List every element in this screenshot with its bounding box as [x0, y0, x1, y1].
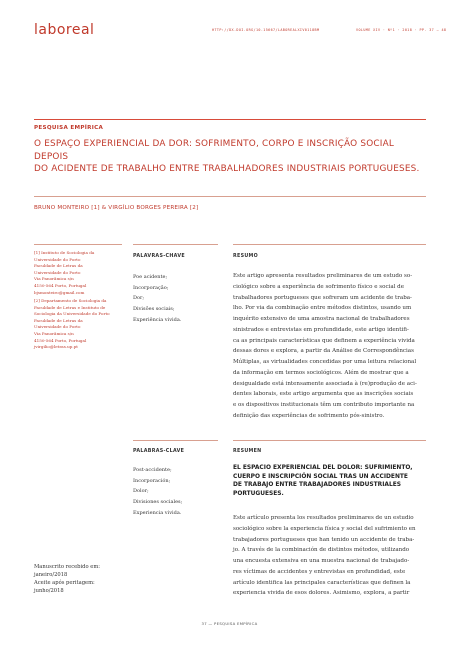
abstract-line: inquérito extensivo de uma amostra nacional de trabalhadores	[233, 316, 410, 322]
abstract-es	[233, 513, 428, 599]
affil-line: [1] Instituto de Sociologia da	[34, 250, 95, 255]
abstract-pt	[233, 271, 428, 422]
abstract-line: da informação em termos sociológicos. Além de mostrar que a	[233, 369, 409, 376]
keyword: Incorporação;	[133, 284, 169, 291]
date-line: junho/2018	[34, 588, 64, 595]
laboreal-logo: laboreal	[34, 22, 95, 38]
title-line: DO ACIDENTE DE TRABALHO ENTRE TRABALHADORES INDUSTRIAIS PORTUGUESES.	[34, 164, 420, 175]
affil-line: Universidade do Porto	[34, 324, 81, 330]
affil-line: Via Panorâmica s/n	[34, 276, 74, 282]
kw-rule-pt	[133, 244, 218, 245]
abstract-line: artículo identifica las principales características que definen la	[233, 579, 411, 586]
keywords-heading-pt: PALAVRAS-CHAVE	[133, 254, 185, 259]
abstract-line: trabalhadores portugueses que sofreram um acidente de traba-	[233, 294, 412, 301]
page-footer: 37 — PESQUISA EMPÍRICA	[201, 621, 258, 626]
volume-info: VOLUME XIV · Nº1 · 2018 · PP. 37 – 48	[356, 28, 447, 32]
authors: BRUNO MONTEIRO [1] & VIRGÍLIO BORGES PEREIRA [2]	[34, 205, 199, 211]
abstract-line: lho. Por via da combinação entre métodos distintos, usando um	[233, 305, 412, 312]
abstract-line: una encuesta extensiva en una muestra nacional de trabajado-	[233, 558, 410, 564]
abstract-line: Este artículo presenta los resultados preliminares de un estudio	[233, 515, 414, 521]
abstract-title-line: DE TRABAJO ENTRE TRABAJADORES INDUSTRIALES	[233, 482, 401, 488]
affil-line: Faculdade de Letras da	[34, 263, 83, 269]
abstract-heading-es: RESUMEN	[233, 449, 262, 454]
affiliation-2	[34, 298, 122, 351]
affil-line: Universidade do Porto	[34, 269, 81, 275]
keyword: Poe acidente;	[133, 274, 168, 280]
date-line: Aceite após peritagem:	[34, 580, 95, 587]
abstract-line: Este artigo apresenta resultados preliminares de um estudo so-	[233, 273, 413, 279]
affiliation-1	[34, 250, 122, 296]
abstract-line: definição das experiências de sofrimento pós-sinistro.	[233, 412, 385, 419]
abstract-line: sociológico sobre la experiencia física y social del sufrimiento en	[233, 525, 416, 532]
kw-rule-es	[133, 440, 218, 441]
keywords-list-pt	[133, 272, 218, 326]
abstract-line: trabajadores portugueses que han tenido un accidente de traba-	[233, 536, 415, 543]
section-label: PESQUISA EMPÍRICA	[34, 125, 104, 131]
affil-line: [2] Departamento de Sociologia da	[34, 298, 107, 303]
keywords-heading-es: PALABRAS-CLAVE	[133, 449, 185, 454]
abstract-line: desigualdade está intensamente associada à (re)produção de aci-	[233, 380, 417, 387]
abstract-line: ciológico sobre a experiência de sofrimento físico e social de	[233, 283, 405, 290]
affil-rule	[34, 244, 122, 245]
email-link[interactable]: jvirgilio@letras.up.pt	[34, 344, 78, 350]
affil-line: Sociologia da Universidade do Porto	[34, 311, 110, 317]
keyword: Dor;	[133, 295, 145, 302]
affil-line: Universidade do Porto	[34, 256, 81, 262]
abstract-line: res víctimas de accidentes y entrevistas en profundidad, este	[233, 568, 406, 575]
keyword: Divisiones sociales;	[133, 499, 183, 506]
abstract-line: jo. A través de la combinación de distintos métodos, utilizando	[233, 547, 410, 554]
affil-line: Faculdade de Letras da	[34, 317, 83, 323]
abstract-heading-pt: RESUMO	[233, 254, 258, 259]
abstract-line: ca as principais características que definem a experiência vivida	[233, 337, 415, 344]
abstract-rule-es	[233, 440, 426, 441]
affil-line: 4150-564 Porto, Portugal	[34, 337, 87, 343]
abstract-line: Múltiplas, as virtualidades concedidas por uma leitura relacional	[233, 359, 417, 365]
affil-line: Faculdade de Letras e Instituto de	[34, 304, 106, 310]
date-line: janeiro/2018	[34, 572, 68, 579]
abstract-title-es	[233, 464, 428, 498]
title-rule	[34, 196, 426, 197]
affil-line: 4150-564 Porto, Portugal	[34, 282, 87, 288]
keyword: Divisões sociais;	[133, 306, 175, 313]
abstract-title-line: PORTUGUESES.	[233, 490, 284, 497]
keyword: Dolor;	[133, 488, 149, 495]
keyword: Experiência vivida.	[133, 316, 182, 323]
abstract-title-line: EL ESPACIO EXPERIENCIAL DEL DOLOR: SUFRIMIENTO,	[233, 465, 413, 471]
email-link[interactable]: bjsmonteiro@gmail.com	[34, 289, 85, 295]
title-line: O ESPAÇO EXPERIENCIAL DA DOR: SOFRIMENTO, CORPO E INSCRIÇÃO SOCIAL DEPOIS	[34, 139, 395, 162]
abstract-line: dessas dores e explora, a partir da Análise de Correspondências	[233, 348, 414, 355]
affil-line: Via Panorâmica s/n	[34, 330, 74, 336]
keyword: Post-accidente;	[133, 467, 172, 473]
keywords-list-es	[133, 465, 218, 519]
date-line: Manuscrito recebido em:	[34, 564, 100, 570]
abstract-rule-pt	[233, 244, 426, 245]
abstract-line: dentes laborais, este artigo argumenta que as inscrições sociais	[233, 391, 414, 398]
article-title	[34, 138, 426, 176]
doi-link[interactable]: HTTP://DX.DOI.ORG/10.15667/LABOREALXIV0118BM	[212, 28, 320, 32]
manuscript-dates	[34, 563, 119, 595]
abstract-line: sinistrados e entrevistas em profundidade, este artigo identifi-	[233, 326, 409, 333]
keyword: Incorporación;	[133, 477, 171, 484]
section-rule	[34, 119, 426, 120]
keyword: Experiencia vivida.	[133, 509, 182, 516]
abstract-line: experiencia vivida de esos dolores. Asimismo, explora, a partir	[233, 590, 410, 597]
abstract-title-line: CUERPO E INSCRIPCIÓN SOCIAL TRAS UN ACCIDENTE	[233, 473, 408, 480]
abstract-line: e os dispositivos institucionais têm um contributo importante na	[233, 402, 415, 408]
